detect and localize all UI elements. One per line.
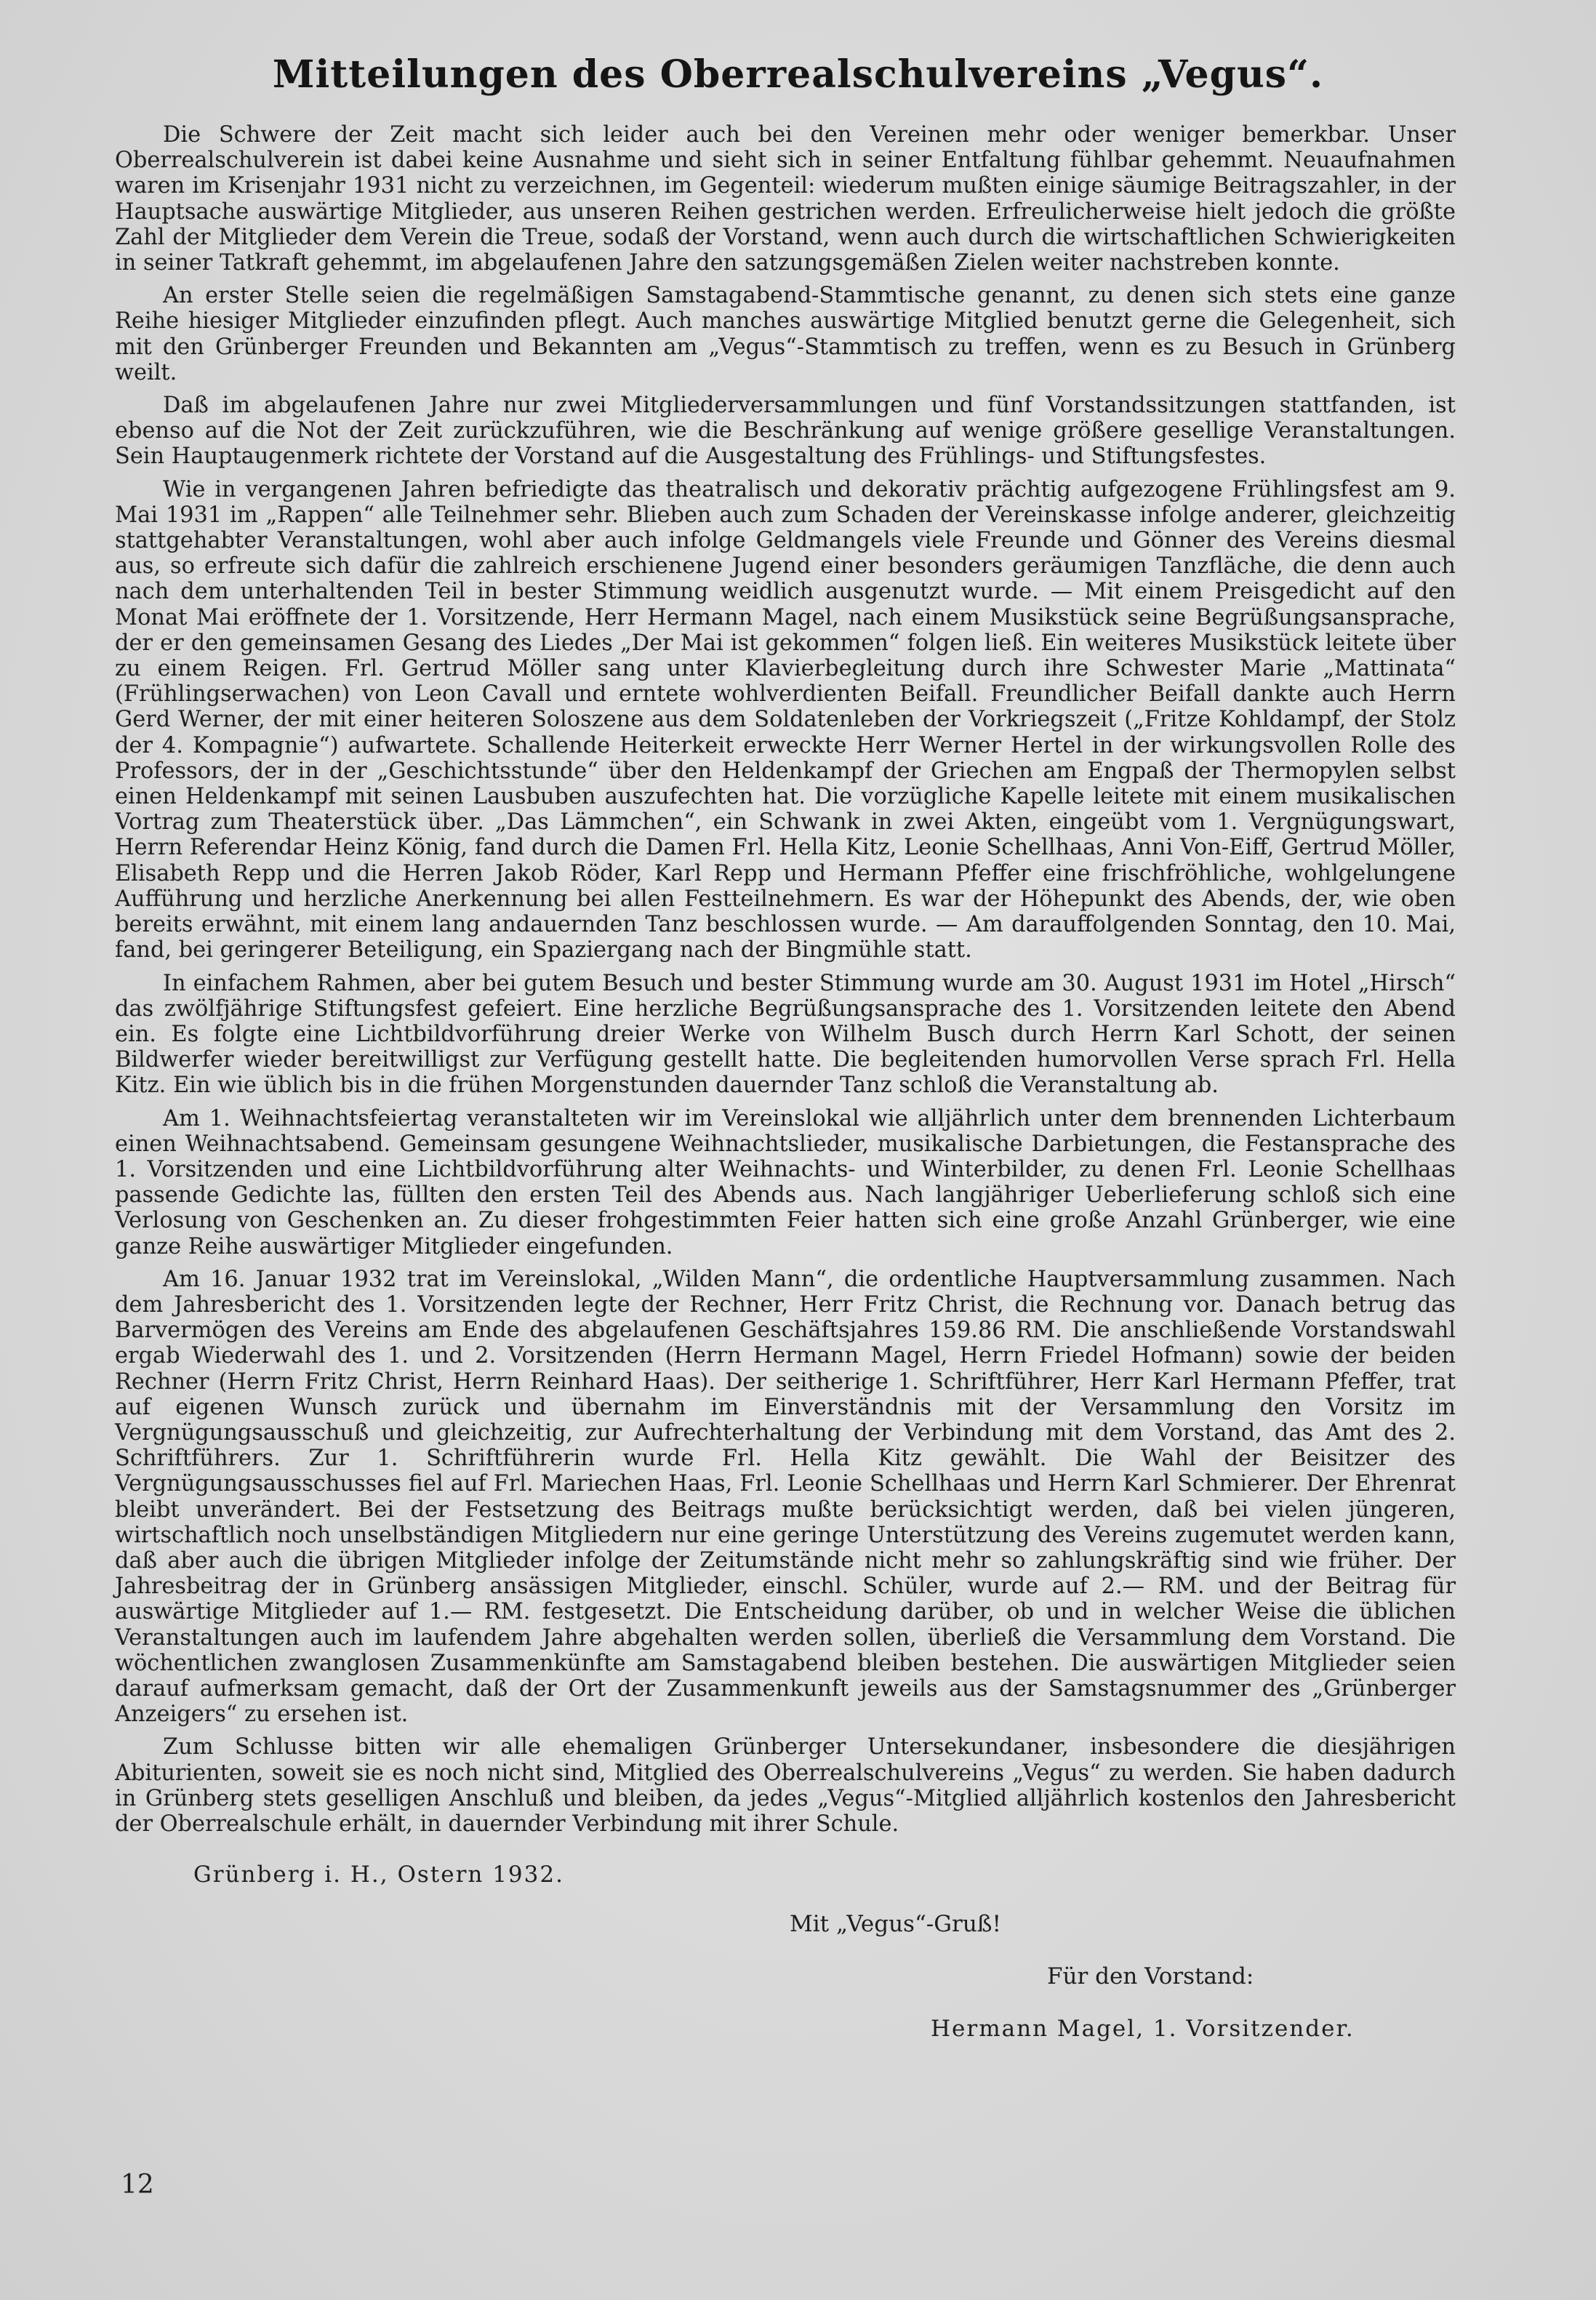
board-label: Für den Vorstand: bbox=[1047, 1963, 1254, 1990]
page-number: 12 bbox=[121, 2170, 154, 2200]
paragraph: An erster Stelle seien die regelmäßigen Samstagabend-Stammtische genannt, zu denen sich stets eine ganze Reihe hiesiger Mitglieder einzufinden pflegt. Auch manches auswärtige Mitglied benutzt gerne die Gelegenheit, sich mit den Grünberger Freunden und Bekannten am „Vegus“-Stammtisch zu treffen, wenn es zu Besuch in Grünberg weilt. bbox=[115, 283, 1456, 385]
article-body bbox=[115, 122, 1456, 1844]
paragraph: Am 16. Januar 1932 trat im Vereinslokal, „Wilden Mann“, die ordentliche Hauptversammlung zusammen. Nach dem Jahresbericht des 1. Vorsitzenden legte der Rechner, Herr Fritz Christ, die Rechnung vor. Danach betrug das Barvermögen des Vereins am Ende des abgelaufenen Geschäftsjahres 159.86 RM. Die anschließende Vorstandswahl ergab Wiederwahl des 1. und 2. Vorsitzenden (Herrn Hermann Magel, Herrn Friedel Hofmann) sowie der beiden Rechner (Herrn Fritz Christ, Herrn Reinhard Haas). Der seitherige 1. Schriftführer, Herr Karl Hermann Pfeffer, trat auf eigenen Wunsch zurück und übernahm im Einverständnis mit der Versammlung den Vorsitz im Vergnügungsausschuß und gleichzeitig, zur Aufrechterhaltung der Verbindung mit dem Vorstand, das Amt des 2. Schriftführers. Zur 1. Schriftführerin wurde Frl. Hella Kitz gewählt. Die Wahl der Beisitzer des Vergnügungsausschusses fiel auf Frl. Mariechen Haas, Frl. Leonie Schellhaas und Herrn Karl Schmierer. Der Ehrenrat bleibt unverändert. Bei der Festsetzung des Beitrags mußte berücksichtigt werden, daß bei vielen jüngeren, wirtschaftlich noch unselbständigen Mitgliedern nur eine geringe Unterstützung des Vereins zugemutet werden kann, daß aber auch die übrigen Mitglieder infolge der Zeitumstände nicht mehr so zahlungskräftig sind wie früher. Der Jahresbeitrag der in Grünberg ansässigen Mitglieder, einschl. Schüler, wurde auf 2.— RM. und der Beitrag für auswärtige Mitglieder auf 1.— RM. festgesetzt. Die Entscheidung darüber, ob und in welcher Weise die üblichen Veranstaltungen auch im laufendem Jahre abgehalten werden sollen, überließ die Versammlung dem Vorstand. Die wöchentlichen zwanglosen Zusammenkünfte am Samstagabend bleiben bestehen. Die auswärtigen Mitglieder seien darauf aufmerksam gemacht, daß der Ort der Zusammenkunft jeweils aus der Samstagsnummer des „Grünberger Anzeigers“ zu ersehen ist. bbox=[115, 1266, 1456, 1728]
paragraph: Daß im abgelaufenen Jahre nur zwei Mitgliederversammlungen und fünf Vorstandssitzungen stattfanden, ist ebenso auf die Not der Zeit zurückzuführen, wie die Beschränkung auf wenige größere gesellige Veranstaltungen. Sein Hauptaugenmerk richtete der Vorstand auf die Ausgestaltung des Frühlings- und Stiftungsfestes. bbox=[115, 393, 1456, 470]
paragraph: Zum Schlusse bitten wir alle ehemaligen Grünberger Untersekundaner, insbesondere die diesjährigen Abiturienten, soweit sie es noch nicht sind, Mitglied des Oberrealschulvereins „Vegus“ zu werden. Sie haben dadurch in Grünberg stets geselligen Anschluß und bleiben, da jedes „Vegus“-Mitglied alljährlich kostenlos den Jahresbericht der Oberrealschule erhält, in dauernder Verbindung mit ihrer Schule. bbox=[115, 1734, 1456, 1837]
place-date: Grünberg i. H., Ostern 1932. bbox=[193, 1862, 564, 1888]
signature: Hermann Magel, 1. Vorsitzender. bbox=[931, 2016, 1355, 2042]
greeting: Mit „Vegus“-Gruß! bbox=[790, 1911, 1001, 1937]
page-title: Mitteilungen des Oberrealschulvereins „Vegus“. bbox=[272, 52, 1324, 97]
paragraph: Wie in vergangenen Jahren befriedigte das theatralisch und dekorativ prächtig aufgezogene Frühlingsfest am 9. Mai 1931 im „Rappen“ alle Teilnehmer sehr. Blieben auch zum Schaden der Vereinskasse infolge anderer, gleichzeitig stattgehabter Veranstaltungen, wohl aber auch infolge Geldmangels viele Freunde und Gönner des Vereins diesmal aus, so erfreute sich dafür die zahlreich erschienene Jugend einer besonders geräumigen Tanzfläche, die denn auch nach dem unterhaltenden Teil in bester Stimmung weidlich ausgenutzt wurde. — Mit einem Preisgedicht auf den Monat Mai eröffnete der 1. Vorsitzende, Herr Hermann Magel, nach einem Musikstück seine Begrüßungsansprache, der er den gemeinsamen Gesang des Liedes „Der Mai ist gekommen“ folgen ließ. Ein weiteres Musikstück leitete über zu einem Reigen. Frl. Gertrud Möller sang unter Klavierbegleitung durch ihre Schwester Marie „Mattinata“ (Frühlingserwachen) von Leon Cavall und erntete wohlverdienten Beifall. Freundlicher Beifall dankte auch Herrn Gerd Werner, der mit einer heiteren Soloszene aus dem Soldatenleben der Vorkriegszeit („Fritze Kohldampf, der Stolz der 4. Kompagnie“) aufwartete. Schallende Heiterkeit erweckte Herr Werner Hertel in der wirkungsvollen Rolle des Professors, der in der „Geschichtsstunde“ über den Heldenkampf der Griechen am Engpaß der Thermopylen selbst einen Heldenkampf mit seinen Lausbuben auszufechten hat. Die vorzügliche Kapelle leitete mit einem musikalischen Vortrag zum Theaterstück über. „Das Lämmchen“, ein Schwank in zwei Akten, eingeübt vom 1. Vergnügungswart, Herrn Referendar Heinz König, fand durch die Damen Frl. Hella Kitz, Leonie Schellhaas, Anni Von-Eiff, Gertrud Möller, Elisabeth Repp und die Herren Jakob Röder, Karl Repp und Hermann Pfeffer eine frischfröhliche, wohlgelungene Aufführung und herzliche Anerkennung bei allen Festteilnehmern. Es war der Höhepunkt des Abends, der, wie oben bereits erwähnt, mit einem lang andauernden Tanz beschlossen wurde. — Am darauffolgenden Sonntag, den 10. Mai, fand, bei geringerer Beteiligung, ein Spaziergang nach der Bingmühle statt. bbox=[115, 476, 1456, 963]
paragraph: In einfachem Rahmen, aber bei gutem Besuch und bester Stimmung wurde am 30. August 1931 im Hotel „Hirsch“ das zwölfjährige Stiftungsfest gefeiert. Eine herzliche Begrüßungsansprache des 1. Vorsitzenden leitete den Abend ein. Es folgte eine Lichtbildvorführung dreier Werke von Wilhelm Busch durch Herrn Karl Schott, der seinen Bildwerfer wieder bereitwilligst zur Verfügung gestellt hatte. Die begleitenden humorvollen Verse sprach Frl. Hella Kitz. Ein wie üblich bis in die frühen Morgenstunden dauernder Tanz schloß die Veranstaltung ab. bbox=[115, 970, 1456, 1099]
paragraph: Am 1. Weihnachtsfeiertag veranstalteten wir im Vereinslokal wie alljährlich unter dem brennenden Lichterbaum einen Weihnachtsabend. Gemeinsam gesungene Weihnachtslieder, musikalische Darbietungen, die Festansprache des 1. Vorsitzenden und eine Lichtbildvorführung alter Weihnachts- und Winterbilder, zu denen Frl. Leonie Schellhaas passende Gedichte las, füllten den ersten Teil des Abends aus. Nach langjähriger Ueberlieferung schloß sich eine Verlosung von Geschenken an. Zu dieser frohgestimmten Feier hatten sich eine große Anzahl Grünberger, wie eine ganze Reihe auswärtiger Mitglieder eingefunden. bbox=[115, 1105, 1456, 1259]
paragraph: Die Schwere der Zeit macht sich leider auch bei den Vereinen mehr oder weniger bemerkbar. Unser Oberrealschulverein ist dabei keine Ausnahme und sieht sich in seiner Entfaltung fühlbar gehemmt. Neuaufnahmen waren im Krisenjahr 1931 nicht zu verzeichnen, im Gegenteil: wiederum mußten einige säumige Beitragszahler, in der Hauptsache auswärtige Mitglieder, aus unseren Reihen gestrichen werden. Erfreulicherweise hielt jedoch die größte Zahl der Mitglieder dem Verein die Treue, sodaß der Vorstand, wenn auch durch die wirtschaftlichen Schwierigkeiten in seiner Tatkraft gehemmt, im abgelaufenen Jahre den satzungsgemäßen Zielen weiter nachstreben konnte. bbox=[115, 122, 1456, 276]
